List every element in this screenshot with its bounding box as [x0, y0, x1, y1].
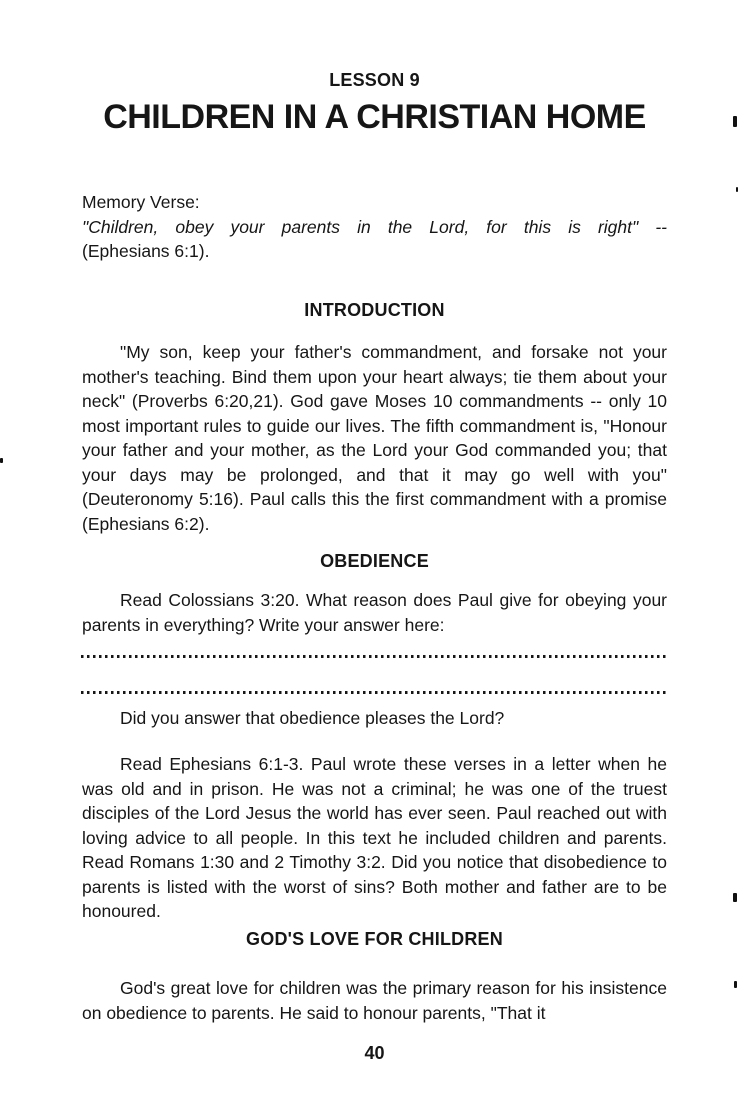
scan-artifact-speck	[733, 116, 737, 127]
memory-verse-reference: (Ephesians 6:1).	[82, 241, 210, 261]
answer-blank-line-2	[81, 691, 668, 694]
scan-artifact-speck	[734, 981, 737, 988]
lesson-label: LESSON 9	[329, 70, 420, 90]
obedience-question: Read Colossians 3:20. What reason does Paul give for obeying your parents in everything? Write your answer here:	[82, 590, 667, 635]
introduction-paragraph: "My son, keep your father's commandment, and forsake not your mother's teaching. Bind them upon your heart always; tie them about your neck" (Proverbs 6:20,21). God gave Moses 10 commandments -- only 10 most important rules to guide our lives. The fifth commandment is, "Honour your father and your mother, as the Lord your God commanded you; that your days may be prolonged, and that it may go well with you" (Deuteronomy 5:16). Paul calls this the first commandment with a promise (Ephesians 6:2).	[82, 342, 667, 534]
memory-verse-quote: "Children, obey your parents in the Lord, for this is right" --	[82, 216, 667, 237]
section-heading-introduction: INTRODUCTION	[304, 300, 445, 320]
answer-blank-line-1	[81, 655, 668, 658]
scan-artifact-speck	[0, 458, 3, 463]
obedience-followup-question: Did you answer that obedience pleases the Lord?	[120, 708, 505, 728]
section-heading-obedience: OBEDIENCE	[320, 551, 429, 571]
section-heading-gods-love-for-children: GOD'S LOVE FOR CHILDREN	[246, 929, 503, 949]
gods-love-paragraph: God's great love for children was the primary reason for his insistence on obedience to parents. He said to honour parents, "That it	[82, 978, 667, 1023]
page-number: 40	[364, 1043, 385, 1063]
obedience-paragraph: Read Ephesians 6:1-3. Paul wrote these verses in a letter when he was old and in prison. He was not a criminal; he was one of the truest disciples of the Lord Jesus the world has ever seen. Paul reached out with loving advice to all people. In this text he included children and parents. Read Romans 1:30 and 2 Timothy 3:2. Did you notice that disobedience to parents is listed with the worst of sins? Both mother and father are to be honoured.	[82, 754, 667, 921]
page-title: CHILDREN IN A CHRISTIAN HOME	[103, 98, 646, 136]
memory-verse-block	[82, 190, 667, 264]
memory-verse-label: Memory Verse:	[82, 192, 200, 212]
scan-artifact-speck	[736, 187, 738, 192]
scan-artifact-speck	[733, 893, 737, 902]
